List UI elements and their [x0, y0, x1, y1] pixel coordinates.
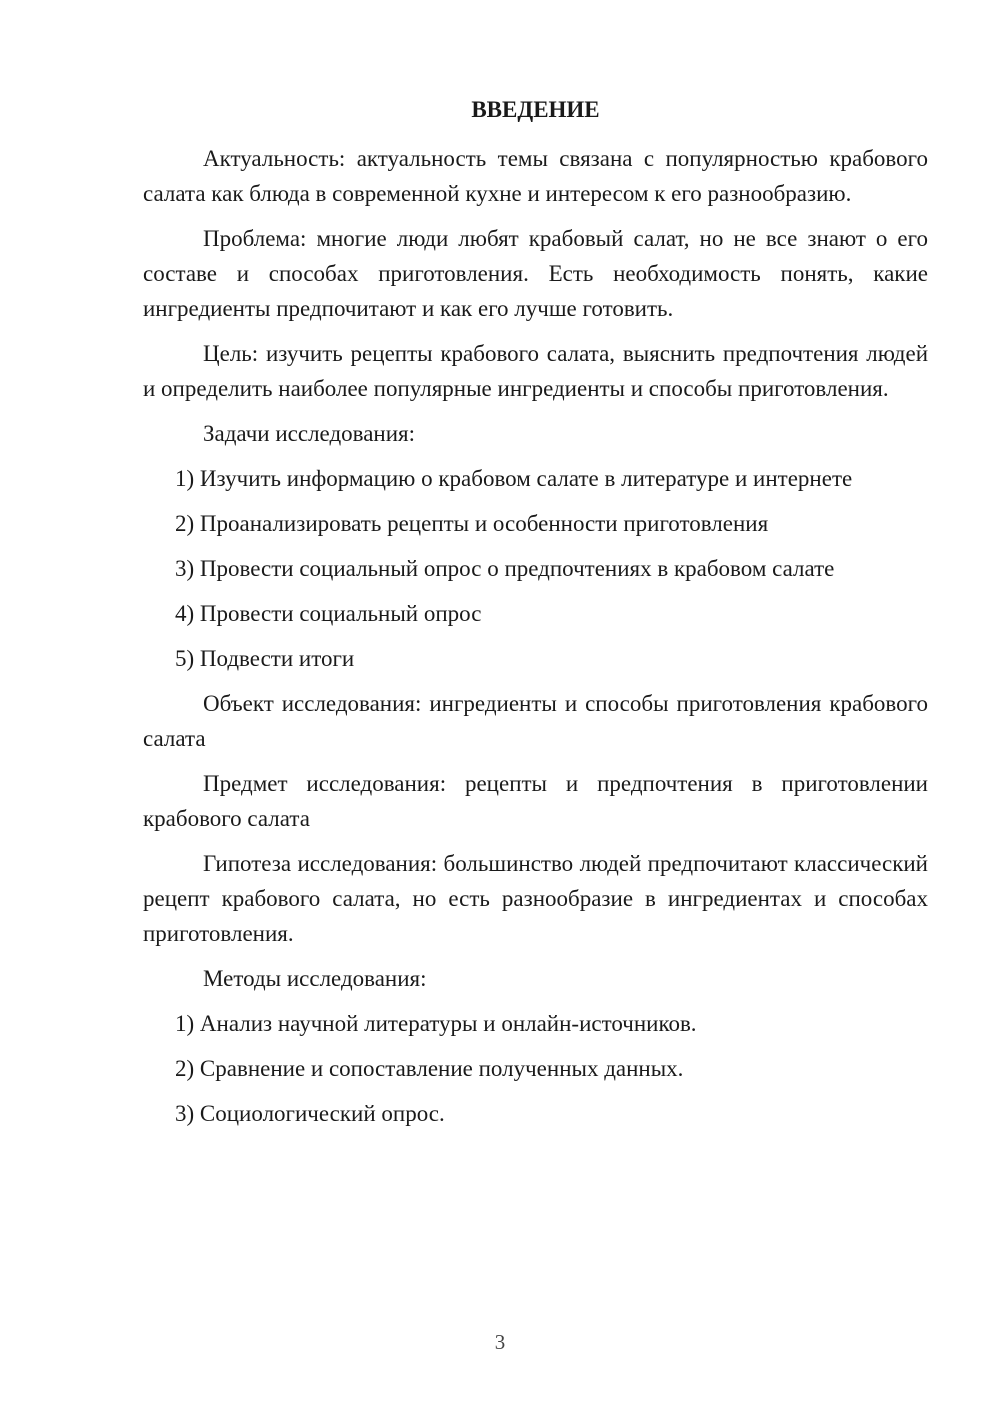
list-item: 2) Проанализировать рецепты и особенности приготовления	[175, 511, 769, 536]
hypothesis-paragraph: Гипотеза исследования: большинство людей предпочитают классический рецепт крабового салата, но есть разнообразие в ингредиентах и способах приготовления.	[143, 851, 928, 946]
methods-heading: Методы исследования:	[203, 966, 427, 991]
list-item: 2) Сравнение и сопоставление полученных данных.	[175, 1056, 684, 1081]
section-title: ВВЕДЕНИЕ	[471, 97, 600, 122]
list-item: 1) Изучить информацию о крабовом салате в литературе и интернете	[175, 466, 853, 491]
page-number: 3	[494, 1330, 506, 1354]
tasks-heading: Задачи исследования:	[203, 421, 416, 446]
problem-paragraph: Проблема: многие люди любят крабовый салат, но не все знают о его составе и способах приготовления. Есть необходимость понять, какие ингредиенты предпочитают и как его лучше готовить.	[143, 226, 928, 321]
subject-paragraph: Предмет исследования: рецепты и предпочтения в приготовлении крабового салата	[143, 771, 928, 831]
list-item: 3) Провести социальный опрос о предпочтениях в крабовом салате	[175, 556, 835, 581]
list-item: 4) Провести социальный опрос	[175, 601, 482, 626]
methods-list	[143, 1006, 928, 1131]
list-item: 1) Анализ научной литературы и онлайн-источников.	[175, 1011, 697, 1036]
goal-paragraph: Цель: изучить рецепты крабового салата, выяснить предпочтения людей и определить наиболее популярные ингредиенты и способы приготовления.	[143, 341, 928, 401]
object-paragraph: Объект исследования: ингредиенты и способы приготовления крабового салата	[143, 691, 928, 751]
tasks-list	[143, 461, 928, 676]
list-item: 3) Социологический опрос.	[175, 1101, 445, 1126]
relevance-paragraph: Актуальность: актуальность темы связана с популярностью крабового салата как блюда в современной кухне и интересом к его разнообразию.	[143, 146, 928, 206]
document-page	[143, 92, 928, 1141]
list-item: 5) Подвести итоги	[175, 646, 355, 671]
